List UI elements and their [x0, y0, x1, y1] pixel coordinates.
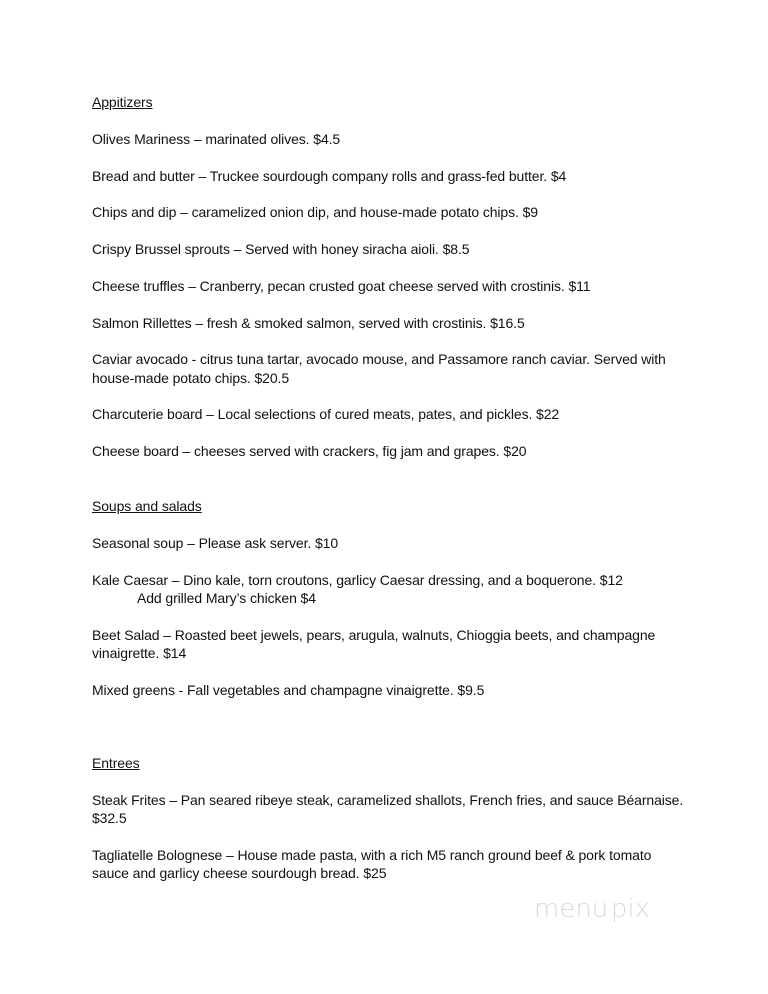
menu-item-beet-salad-cont: vinaigrette. $14: [92, 645, 187, 661]
section-heading-entrees: Entrees: [92, 755, 140, 771]
menu-item-bread-butter: Bread and butter – Truckee sourdough company rolls and grass-fed butter. $4: [92, 168, 567, 184]
menu-item-tagliatelle-cont: sauce and garlicy cheese sourdough bread. $25: [92, 865, 387, 881]
menu-item-chips-dip: Chips and dip – caramelized onion dip, and house-made potato chips. $9: [92, 204, 538, 220]
menu-item-tagliatelle: Tagliatelle Bolognese – House made pasta, with a rich M5 ranch ground beef & pork tomato: [92, 847, 652, 863]
menu-item-brussel-sprouts: Crispy Brussel sprouts – Served with honey siracha aioli. $8.5: [92, 241, 470, 257]
menu-item-charcuterie: Charcuterie board – Local selections of cured meats, pates, and pickles. $22: [92, 406, 560, 422]
menu-item-cheese-board: Cheese board – cheeses served with crackers, fig jam and grapes. $20: [92, 443, 527, 459]
menu-item-olives: Olives Mariness – marinated olives. $4.5: [92, 131, 341, 147]
menu-item-steak-frites: Steak Frites – Pan seared ribeye steak, caramelized shallots, French fries, and sauce Béarnaise.: [92, 792, 684, 808]
menu-item-steak-frites-cont: $32.5: [92, 810, 127, 826]
menu-item-kale-caesar: Kale Caesar – Dino kale, torn croutons, garlicy Caesar dressing, and a boquerone. $12: [92, 572, 623, 588]
menu-item-mixed-greens: Mixed greens - Fall vegetables and champagne vinaigrette. $9.5: [92, 682, 485, 698]
menu-item-seasonal-soup: Seasonal soup – Please ask server. $10: [92, 535, 339, 551]
menu-item-caviar-avocado: Caviar avocado - citrus tuna tartar, avocado mouse, and Passamore ranch caviar. Served with: [92, 351, 666, 367]
menu-item-beet-salad: Beet Salad – Roasted beet jewels, pears, arugula, walnuts, Chioggia beets, and champagne: [92, 627, 656, 643]
section-heading-soups-salads: Soups and salads: [92, 498, 202, 514]
menu-item-cheese-truffles: Cheese truffles – Cranberry, pecan crusted goat cheese served with crostinis. $11: [92, 278, 591, 294]
section-heading-appetizers: Appitizers: [92, 94, 153, 110]
menu-item-caviar-avocado-cont: house-made potato chips. $20.5: [92, 370, 290, 386]
menu-item-salmon-rillettes: Salmon Rillettes – fresh & smoked salmon, served with crostinis. $16.5: [92, 315, 525, 331]
menu-item-add-chicken: Add grilled Mary’s chicken $4: [137, 590, 316, 606]
watermark-logo: menu pix: [534, 894, 650, 924]
